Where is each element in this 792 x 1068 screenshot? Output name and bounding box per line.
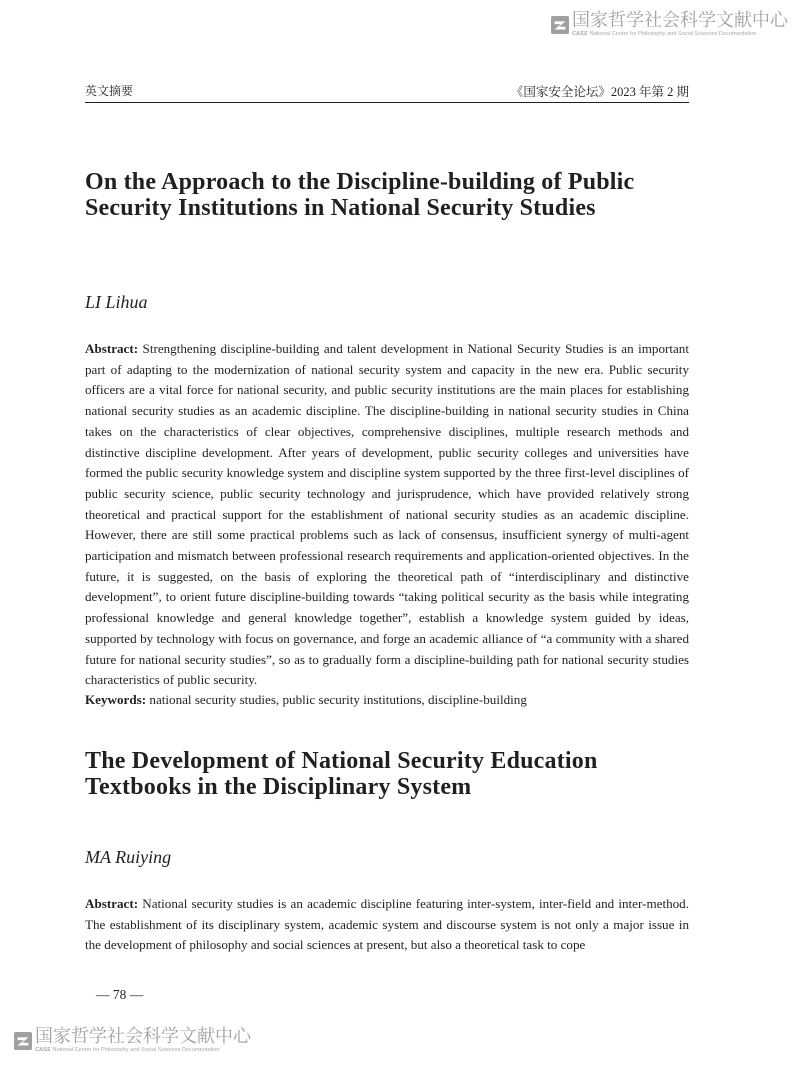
abstract-label: Abstract:: [85, 896, 139, 911]
keywords-label: Keywords:: [85, 692, 147, 707]
watermark-top: [551, 12, 788, 38]
watermark-name-en-text: National Center for Philosophy and Social Sciences Documentation: [589, 31, 757, 37]
watermark-name-en: [35, 1048, 251, 1054]
abstract-label: Abstract:: [85, 341, 139, 356]
watermark-name-cn: 国家哲学社会科学文献中心: [572, 10, 788, 31]
article-keywords: [85, 690, 689, 711]
cass-logo-icon: [14, 1032, 32, 1050]
header-section: 英文摘要: [85, 84, 134, 98]
page-number: — 78 —: [96, 987, 144, 1002]
header-journal: 《国家安全论坛》2023 年第 2 期: [510, 85, 689, 99]
running-header: [85, 82, 689, 103]
article-abstract: [85, 894, 689, 956]
watermark-name-en: [572, 32, 788, 38]
article-author: LI Lihua: [85, 292, 148, 312]
watermark-abbr: CASS: [35, 1047, 51, 1053]
abstract-text: National security studies is an academic discipline featuring inter-system, inter-field and inter-method. The establishment of its disciplinary system, academic system and discourse system is not only a major issue in the development of philosophy and social sciences at present, but also a theoretical task to cope: [85, 896, 689, 953]
article-title: On the Approach to the Discipline-building of Public Security Institutions in National Security Studies: [85, 169, 635, 221]
article-title: The Development of National Security Education Textbooks in the Disciplinary System: [85, 748, 598, 800]
watermark-bottom: [14, 1028, 251, 1054]
cass-logo-icon: [551, 16, 569, 34]
abstract-text: Strengthening discipline-building and talent development in National Security Studies is an important part of adapting to the modernization of national security system and capacity in the new era. Public security officers are a vital force for national security, and public security institutions are the main places for establishing national security studies as an academic discipline. The discipline-building in national security studies in China takes on the characteristics of clear objectives, comprehensive disciplines, multiple research methods and distinctive discipline development. After years of development, public security colleges and universities have formed the public security knowledge system and discipline system supported by the three first-level disciplines of public security science, public security technology and jurisprudence, which have provided relatively strong theoretical and practical support for the establishment of national security studies as an academic discipline. However, there are still some practical problems such as lack of consensus, insufficient synergy of multi-agent participation and mismatch between professional research requirements and application-oriented objectives. In the future, it is suggested, on the basis of exploring the theoretical path of “interdisciplinary and distinctive development”, to orient future discipline-building towards “taking political security as the basis while integrating professional knowledge and general knowledge together”, establish a knowledge system guided by ideas, supported by technology with focus on governance, and forge an academic alliance of “a community with a shared future for national security studies”, so as to gradually form a discipline-building path for national security studies characteristics of public security.: [85, 341, 689, 688]
article-author: MA Ruiying: [85, 847, 172, 867]
watermark-name-en-text: National Center for Philosophy and Social Sciences Documentation: [52, 1047, 220, 1053]
watermark-abbr: CASS: [572, 31, 588, 37]
article-abstract: [85, 339, 689, 691]
watermark-name-cn: 国家哲学社会科学文献中心: [35, 1026, 251, 1047]
keywords-text: national security studies, public security institutions, discipline-building: [149, 692, 527, 707]
